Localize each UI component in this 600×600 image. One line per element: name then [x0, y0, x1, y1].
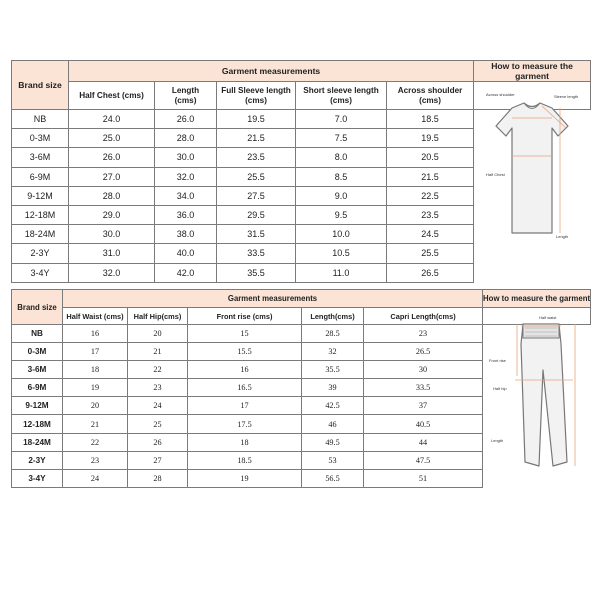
measurement-cell: 29.5: [217, 205, 296, 224]
measurement-cell: 23: [364, 325, 483, 343]
measurement-cell: 15: [188, 325, 302, 343]
tshirt-icon: [482, 88, 582, 248]
measurement-cell: 37: [364, 397, 483, 415]
measurement-cell: 35.5: [302, 361, 364, 379]
measurement-cell: 18: [188, 433, 302, 451]
pants-icon: [487, 310, 587, 478]
measurement-cell: 56.5: [302, 469, 364, 487]
measurement-cell: 10.5: [296, 244, 387, 263]
measurement-cell: 25.5: [217, 167, 296, 186]
measurement-cell: 31.5: [217, 225, 296, 244]
measurement-cell: 19.5: [217, 110, 296, 129]
how-to-measure-header: How to measure the garment: [483, 290, 591, 308]
measurement-cell: 35.5: [217, 263, 296, 282]
measurement-cell: 42.0: [155, 263, 217, 282]
size-cell: 9-12M: [12, 397, 63, 415]
measurement-cell: 30.0: [69, 225, 155, 244]
measurement-cell: 8.0: [296, 148, 387, 167]
half-hip-label: Half hip: [493, 386, 507, 391]
measurement-cell: 28.5: [302, 325, 364, 343]
table-row: [12, 263, 591, 282]
column-header: Full Sleeve length (cms): [217, 82, 296, 110]
size-cell: 3-6M: [12, 148, 69, 167]
size-cell: NB: [12, 325, 63, 343]
measurement-cell: 21: [128, 343, 188, 361]
measurement-cell: 27.0: [69, 167, 155, 186]
size-cell: 12-18M: [12, 415, 63, 433]
size-cell: 2-3Y: [12, 244, 69, 263]
size-cell: 2-3Y: [12, 451, 63, 469]
measurement-cell: 19: [188, 469, 302, 487]
measurement-cell: 44: [364, 433, 483, 451]
measurement-cell: 23: [63, 451, 128, 469]
measurement-cell: 9.5: [296, 205, 387, 224]
measurement-cell: 26.5: [364, 343, 483, 361]
size-cell: 3-6M: [12, 361, 63, 379]
measurement-cell: 38.0: [155, 225, 217, 244]
measurement-cell: 22: [128, 361, 188, 379]
column-header: Across shoulder (cms): [387, 82, 474, 110]
brand-size-header: Brand size: [12, 61, 69, 110]
tshirt-measure-diagram: [474, 82, 591, 239]
column-header: Length(cms): [302, 308, 364, 325]
measurement-cell: 26.0: [155, 110, 217, 129]
front-rise-label: Front rise: [489, 358, 506, 363]
measurement-cell: 8.5: [296, 167, 387, 186]
length-label: Length: [491, 438, 504, 443]
measurement-cell: 24: [128, 397, 188, 415]
length-label: Length: [556, 234, 569, 239]
measurement-cell: 31.0: [69, 244, 155, 263]
how-to-measure-header: How to measure the garment: [474, 61, 591, 82]
measurement-cell: 10.0: [296, 225, 387, 244]
measurement-cell: 16: [63, 325, 128, 343]
measurement-cell: 42.5: [302, 397, 364, 415]
measurement-cell: 16.5: [188, 379, 302, 397]
measurement-cell: 17: [63, 343, 128, 361]
measurement-cell: 29.0: [69, 205, 155, 224]
size-cell: NB: [12, 110, 69, 129]
measurement-cell: 16: [188, 361, 302, 379]
measurement-cell: 25: [128, 415, 188, 433]
measurement-cell: 49.5: [302, 433, 364, 451]
measurement-cell: 26.5: [387, 263, 474, 282]
size-cell: 3-4Y: [12, 469, 63, 487]
size-cell: 12-18M: [12, 205, 69, 224]
column-header: Capri Length(cms): [364, 308, 483, 325]
column-header: Half Hip(cms): [128, 308, 188, 325]
measurement-cell: 7.5: [296, 129, 387, 148]
garment-measurements-header: Garment measurements: [69, 61, 474, 82]
measurement-cell: 34.0: [155, 186, 217, 205]
measurement-cell: 17: [188, 397, 302, 415]
measurement-cell: 21: [63, 415, 128, 433]
measurement-cell: 40.0: [155, 244, 217, 263]
half-chest-label: Half Chest: [486, 172, 505, 177]
measurement-cell: 7.0: [296, 110, 387, 129]
measurement-cell: 46: [302, 415, 364, 433]
measurement-cell: 26.0: [69, 148, 155, 167]
measurement-cell: 24.5: [387, 225, 474, 244]
measurement-cell: 25.0: [69, 129, 155, 148]
measurement-cell: 26: [128, 433, 188, 451]
bottom-size-chart-table: [11, 289, 591, 488]
measurement-cell: 18.5: [188, 451, 302, 469]
half-waist-label: Half waist: [539, 315, 557, 320]
measurement-cell: 24.0: [69, 110, 155, 129]
measurement-cell: 32.0: [155, 167, 217, 186]
measurement-cell: 17.5: [188, 415, 302, 433]
measurement-cell: 33.5: [217, 244, 296, 263]
measurement-cell: 18.5: [387, 110, 474, 129]
measurement-cell: 19.5: [387, 129, 474, 148]
top-size-chart-table: [11, 60, 591, 283]
measurement-cell: 33.5: [364, 379, 483, 397]
across-shoulder-label: Across shoulder: [486, 92, 515, 97]
measurement-cell: 15.5: [188, 343, 302, 361]
column-header: Front rise (cms): [188, 308, 302, 325]
measurement-cell: 53: [302, 451, 364, 469]
measurement-cell: 20.5: [387, 148, 474, 167]
measurement-cell: 36.0: [155, 205, 217, 224]
measurement-cell: 25.5: [387, 244, 474, 263]
size-cell: 18-24M: [12, 225, 69, 244]
measurement-cell: 32.0: [69, 263, 155, 282]
column-header: Short sleeve length (cms): [296, 82, 387, 110]
size-cell: 6-9M: [12, 379, 63, 397]
measurement-cell: 28.0: [69, 186, 155, 205]
column-header: Length (cms): [155, 82, 217, 110]
measurement-cell: 28: [128, 469, 188, 487]
measurement-cell: 39: [302, 379, 364, 397]
measurement-cell: 21.5: [387, 167, 474, 186]
measurement-cell: 30: [364, 361, 483, 379]
sleeve-length-label: Sleeve length: [554, 94, 579, 99]
pants-measure-diagram: [483, 308, 591, 443]
measurement-cell: 32: [302, 343, 364, 361]
measurement-cell: 23.5: [387, 205, 474, 224]
garment-measurements-header: Garment measurements: [63, 290, 483, 308]
measurement-cell: 20: [63, 397, 128, 415]
measurement-cell: 40.5: [364, 415, 483, 433]
measurement-cell: 27: [128, 451, 188, 469]
measurement-cell: 19: [63, 379, 128, 397]
column-header: Half Waist (cms): [63, 308, 128, 325]
brand-size-header: Brand size: [12, 290, 63, 325]
measurement-cell: 28.0: [155, 129, 217, 148]
measurement-cell: 23.5: [217, 148, 296, 167]
size-cell: 0-3M: [12, 129, 69, 148]
size-cell: 18-24M: [12, 433, 63, 451]
measurement-cell: 21.5: [217, 129, 296, 148]
measurement-cell: 30.0: [155, 148, 217, 167]
measurement-cell: 22: [63, 433, 128, 451]
measurement-cell: 22.5: [387, 186, 474, 205]
measurement-cell: 24: [63, 469, 128, 487]
size-cell: 3-4Y: [12, 263, 69, 282]
measurement-cell: 11.0: [296, 263, 387, 282]
measurement-cell: 18: [63, 361, 128, 379]
measurement-cell: 27.5: [217, 186, 296, 205]
column-header: Half Chest (cms): [69, 82, 155, 110]
measurement-cell: 23: [128, 379, 188, 397]
size-cell: 6-9M: [12, 167, 69, 186]
measurement-cell: 47.5: [364, 451, 483, 469]
measurement-cell: 20: [128, 325, 188, 343]
size-cell: 9-12M: [12, 186, 69, 205]
size-cell: 0-3M: [12, 343, 63, 361]
measurement-cell: 9.0: [296, 186, 387, 205]
measurement-cell: 51: [364, 469, 483, 487]
